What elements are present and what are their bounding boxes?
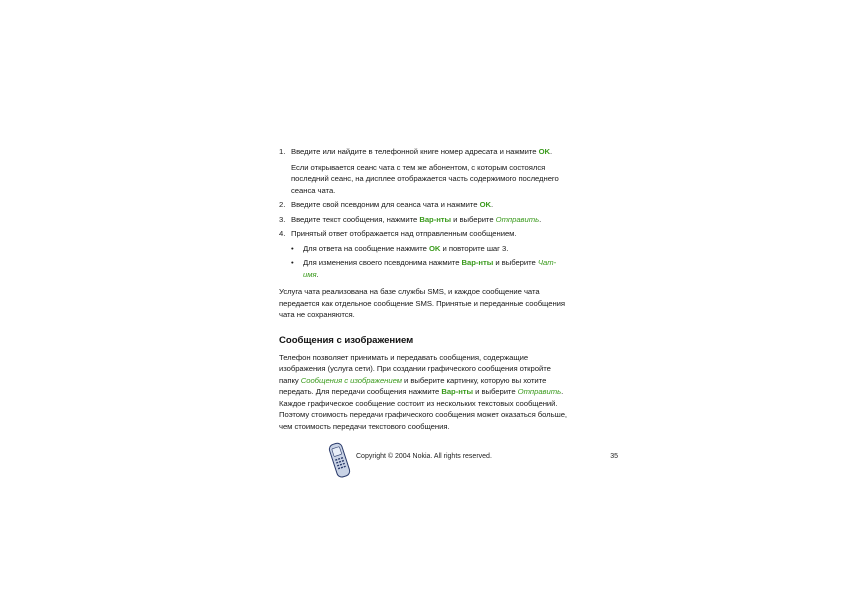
bullet-text: Для ответа на сообщение нажмите xyxy=(303,243,429,253)
bullet-text: Для изменения своего псевдонима нажмите xyxy=(303,258,462,267)
step-text-end: . xyxy=(539,214,542,224)
softkey-ok: OK xyxy=(479,200,492,209)
step-text: Введите свой псевдоним для сеанса чата и нажмите xyxy=(291,200,480,209)
step-text-end: . xyxy=(491,200,494,209)
step-number: 1. xyxy=(279,147,286,156)
step-text: Принятый ответ отображается над отправленным сообщением. xyxy=(291,229,517,238)
step-number: 3. xyxy=(279,214,286,224)
section-heading: Сообщения с изображением xyxy=(279,334,414,346)
phone-icon xyxy=(328,441,352,479)
section-text: и выберите картинку, которую вы хотите передать. Для передачи сообщения нажмите xyxy=(279,375,547,396)
softkey-options: Вар-нты xyxy=(441,387,474,396)
menu-picture-messages: Сообщения с изображением xyxy=(300,375,402,385)
bullet-text-end: и повторите шаг 3. xyxy=(440,243,509,253)
menu-send: Отправить xyxy=(517,387,562,396)
bullet-nickname xyxy=(279,257,569,280)
step-number: 2. xyxy=(279,200,286,209)
section-text: Телефон позволяет принимать и передавать сообщения, содержащие изображения (услуга сети). При создании графического сообщения откройте папку xyxy=(279,352,551,385)
section-text: и выберите xyxy=(473,387,518,396)
bullet-dot: • xyxy=(291,243,294,253)
step-number: 4. xyxy=(279,229,286,238)
page-footer xyxy=(356,452,618,462)
section-text: . Каждое графическое сообщение состоит из нескольких текстовых сообщений. Поэтому стоимость передачи графического сообщения может оказаться больше, чем стоимость передачи текстового сообщения. xyxy=(279,387,568,431)
softkey-options: Вар-нты xyxy=(419,214,452,224)
step-3 xyxy=(279,214,569,226)
section-paragraph xyxy=(279,352,569,433)
softkey-ok: OK xyxy=(428,243,441,253)
step-4 xyxy=(279,228,569,240)
step-note: Если открывается сеанс чата с тем же абонентом, с которым состоялся последний сеанс, на дисплее отображается часть содержимого последнего сеанса чата. xyxy=(291,162,559,195)
step-1 xyxy=(279,146,569,196)
softkey-ok: OK xyxy=(538,147,551,156)
copyright-text: Copyright © 2004 Nokia. All rights reserved. xyxy=(356,453,492,460)
step-2 xyxy=(279,199,569,211)
manual-page-body xyxy=(279,146,569,432)
chat-note: Услуга чата реализована на базе службы SMS, и каждое сообщение чата передается как отдельное сообщение SMS. Принятые и переданные сообщения чата не сохраняются. xyxy=(279,287,566,319)
softkey-options: Вар-нты xyxy=(461,258,494,267)
menu-chat-name: Чат-имя xyxy=(303,258,557,279)
bullet-text-mid: и выберите xyxy=(493,258,538,267)
step-text: Введите или найдите в телефонной книге номер адресата и нажмите xyxy=(291,147,539,156)
bullet-dot: • xyxy=(291,258,294,267)
menu-send: Отправить xyxy=(495,214,540,224)
step-text-mid: и выберите xyxy=(451,214,496,224)
step-text: Введите текст сообщения, нажмите xyxy=(291,214,420,224)
bullet-text-end: . xyxy=(316,269,319,279)
page-number: 35 xyxy=(610,453,618,460)
step-text-end: . xyxy=(550,147,553,156)
bullet-reply xyxy=(279,243,569,255)
